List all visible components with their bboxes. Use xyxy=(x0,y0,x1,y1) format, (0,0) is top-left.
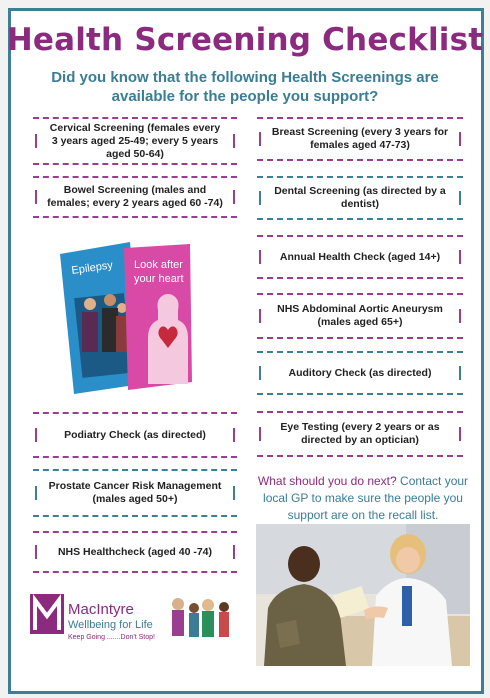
checklist-item-label: Eye Testing (every 2 years or as directed by an optician) xyxy=(280,421,440,446)
logo-name: MacIntyre xyxy=(68,601,134,618)
leaflet-heart-line1: Look after xyxy=(134,259,183,271)
checklist-item-label: Dental Screening (as directed by a dentist) xyxy=(274,185,446,210)
checklist-item-eye xyxy=(257,411,463,457)
checklist-item-label: NHS Healthcheck (aged 40 -74) xyxy=(57,545,213,558)
page-subtitle: Did you know that the following Health Screenings are available for the people you support? xyxy=(51,69,439,105)
macintyre-logo xyxy=(30,590,240,650)
next-steps-body: Contact your local GP to make sure the people you support are on the recall list. xyxy=(263,474,469,522)
checklist-item-prostate xyxy=(33,469,237,517)
checklist-item-label: Breast Screening (every 3 years for females aged 47-73) xyxy=(271,126,449,151)
people-illustration xyxy=(172,598,229,637)
checklist-item-dental xyxy=(257,176,463,220)
checklist-item-bowel xyxy=(33,176,237,218)
checklist-item-label: NHS Abdominal Aortic Aneurysm (males aged 65+) xyxy=(277,303,443,328)
leaflet-epilepsy-title: Epilepsy xyxy=(70,259,114,277)
checklist-item-aaa xyxy=(257,293,463,339)
leaflet-heart-line2: your heart xyxy=(134,273,184,285)
next-steps-question: What should you do next? xyxy=(257,474,397,488)
checklist-item-healthcheck xyxy=(33,531,237,573)
heart-leaflet xyxy=(124,244,192,390)
page-title: Health Screening Checklist xyxy=(6,22,484,58)
checklist-item-podiatry xyxy=(33,412,237,458)
checklist-item-label: Bowel Screening (males and females; every 2 years aged 60 -74) xyxy=(47,184,223,209)
checklist-item-label: Prostate Cancer Risk Management (males aged 50+) xyxy=(48,480,222,505)
logo-slogan: Keep Going .......Don't Stop! xyxy=(68,634,155,641)
checklist-item-label: Podiatry Check (as directed) xyxy=(64,428,206,441)
checklist-item-label: Annual Health Check (aged 14+) xyxy=(279,250,441,263)
checklist-item-cervical xyxy=(33,117,237,165)
logo-tagline: Wellbeing for Life xyxy=(68,619,153,631)
checklist-item-annual xyxy=(257,235,463,279)
checklist-item-breast xyxy=(257,117,463,161)
checklist-item-auditory xyxy=(257,351,463,395)
next-steps-text xyxy=(256,473,470,524)
gp-consultation-photo xyxy=(256,524,470,666)
checklist-item-label: Cervical Screening (females every 3 years aged 25-49; every 5 years aged 50-64) xyxy=(49,121,221,160)
checklist-item-label: Auditory Check (as directed) xyxy=(288,366,432,379)
leaflets-illustration xyxy=(58,234,198,394)
